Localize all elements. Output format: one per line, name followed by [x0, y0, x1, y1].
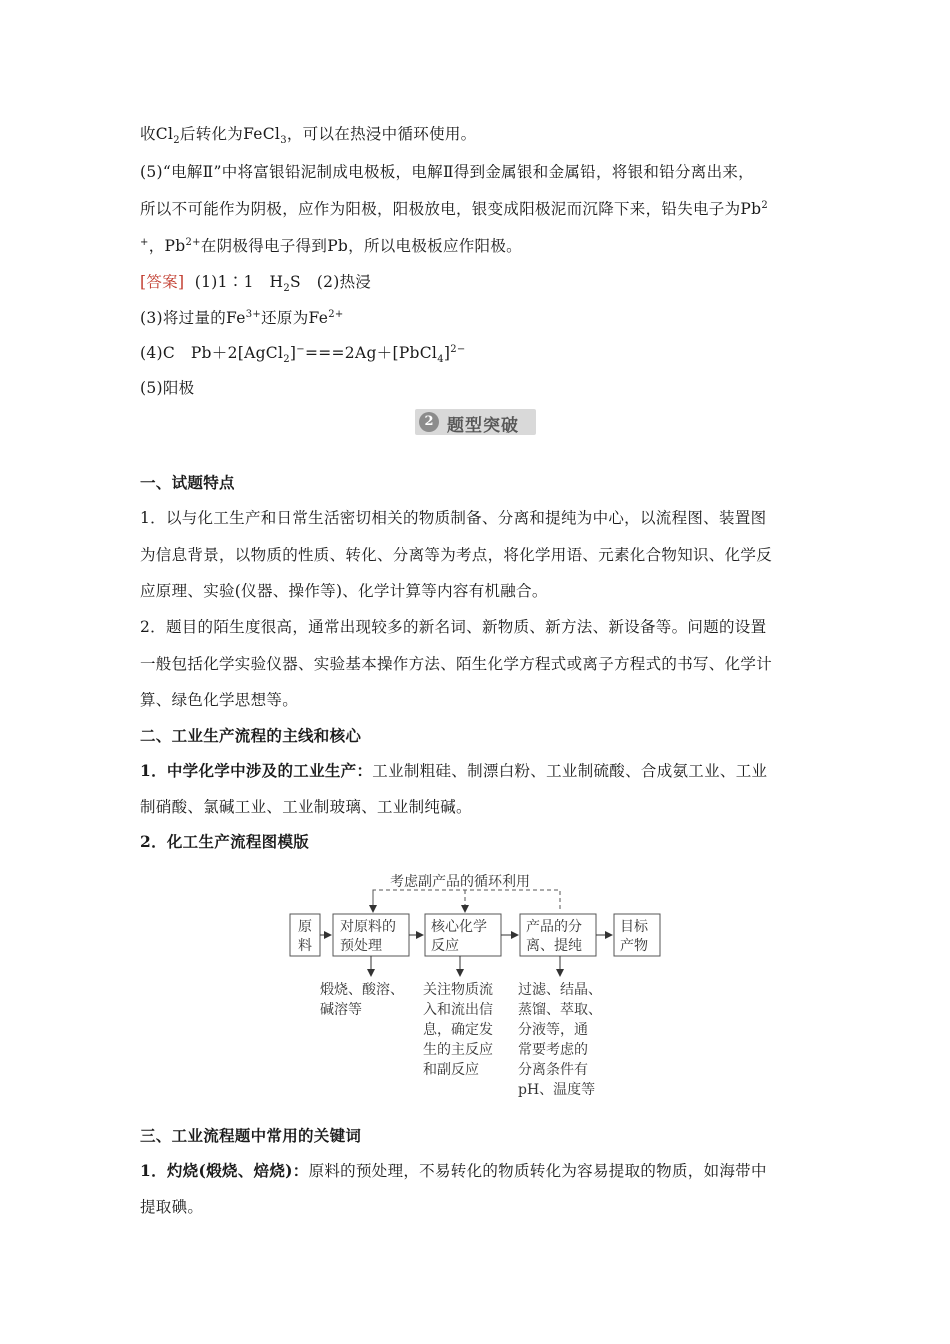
note-text: 分液等，通: [518, 1022, 588, 1038]
answer-line: [140, 343, 466, 366]
section-heading: 一、试题特点: [140, 473, 235, 492]
note-text: 蒸馏、萃取、: [518, 1002, 602, 1018]
box-text: 产物: [620, 938, 648, 954]
superscript: −: [296, 343, 305, 355]
note-text: pH、温度等: [518, 1082, 596, 1098]
text: 在阴极得电子得到Pb，所以电极板应作阳极。: [200, 237, 522, 255]
note-text: 息，确定发: [423, 1022, 493, 1038]
paragraph-line: [140, 124, 477, 147]
answer-line: [140, 308, 344, 328]
bold-text: 1．中学化学中涉及的工业生产：: [140, 761, 373, 780]
answer-line: (5)阳极: [140, 379, 195, 397]
note-text: 常要考虑的: [518, 1042, 588, 1058]
text: 收Cl: [140, 125, 174, 143]
text: ]: [289, 344, 297, 362]
box-text: 产品的分: [526, 919, 582, 935]
section-banner: [415, 409, 536, 435]
paragraph-line: [140, 1161, 767, 1181]
answer-line: [140, 272, 372, 295]
text: 还原为Fe: [261, 309, 329, 327]
recycle-dashed-line: [373, 890, 560, 912]
recycle-label: 考虑副产品的循环利用: [390, 874, 530, 890]
answer-tag: [答案]: [140, 273, 185, 291]
paragraph-line: 一般包括化学实验仪器、实验基本操作方法、陌生化学方程式或离子方程式的书写、化学计: [140, 655, 773, 673]
paragraph-line: [140, 761, 767, 781]
subscript: 2: [173, 135, 180, 147]
text: 所以不可能作为阴极，应作为阳极，阳极放电，银变成阳极泥而沉降下来，铅失电子为Pb: [140, 200, 762, 218]
subscript: 4: [437, 354, 444, 366]
box-text: 核心化学: [431, 919, 487, 935]
note-text: 碱溶等: [320, 1002, 362, 1018]
flow-diagram: [280, 866, 680, 1106]
paragraph-line: (5)“电解Ⅱ”中将富银铅泥制成电极板，电解Ⅱ得到金属银和金属铅，将银和铅分离出来，: [140, 163, 754, 181]
paragraph-line: 2．题目的陌生度很高，通常出现较多的新名词、新物质、新方法、新设备等。问题的设置: [140, 618, 767, 636]
text: 原料的预处理，不易转化的物质转化为容易提取的物质，如海带中: [308, 1162, 767, 1180]
note-text: 煅烧、酸溶、: [320, 982, 404, 998]
note-text: 过滤、结晶、: [518, 982, 602, 998]
text: (1)1∶1 H: [194, 273, 284, 291]
text: ===2Ag＋[PbCl: [304, 344, 438, 362]
subscript: 2: [283, 283, 291, 295]
text: ，可以在热浸中循环使用。: [286, 125, 477, 143]
box-text: 对原料的: [340, 919, 396, 935]
box-text: 料: [298, 938, 312, 954]
paragraph-line: 应原理、实验(仪器、操作等)、化学计算等内容有机融合。: [140, 582, 548, 600]
box-text: 目标: [620, 919, 648, 935]
box-text: 离、提纯: [526, 938, 582, 954]
text: ，Pb: [148, 237, 186, 255]
note-text: 分离条件有: [518, 1062, 588, 1078]
note-text: 生的主反应: [423, 1042, 493, 1058]
text: 工业制粗硅、制漂白粉、工业制硫酸、合成氨工业、工业: [372, 762, 768, 780]
note-text: 入和流出信: [423, 1002, 493, 1018]
text: ]: [443, 344, 451, 362]
subscript: 3: [280, 135, 287, 147]
superscript: 2+: [185, 236, 201, 248]
section-heading: 二、工业生产流程的主线和核心: [140, 726, 362, 745]
superscript: +: [140, 236, 149, 248]
paragraph-line: [140, 236, 522, 256]
paragraph-line: 2．化工生产流程图模版: [140, 832, 310, 851]
note-text: 关注物质流: [423, 982, 493, 998]
box-text: 预处理: [340, 938, 382, 954]
paragraph-line: 1．以与化工生产和日常生活密切相关的物质制备、分离和提纯为中心，以流程图、装置图: [140, 509, 767, 527]
text: (4)C Pb＋2[AgCl: [140, 344, 284, 362]
section-heading: 三、工业流程题中常用的关键词: [140, 1126, 362, 1145]
box-text: 原: [298, 919, 312, 935]
paragraph-line: 提取碘。: [140, 1198, 204, 1216]
number-circle-icon: 2: [419, 412, 439, 432]
paragraph-line: [140, 199, 768, 219]
text: S (2)热浸: [290, 273, 372, 291]
paragraph-line: 算、绿色化学思想等。: [140, 691, 299, 709]
superscript: 2−: [450, 343, 466, 355]
paragraph-line: 制硝酸、氯碱工业、工业制玻璃、工业制纯碱。: [140, 798, 472, 816]
superscript: 2: [761, 199, 769, 211]
box-text: 反应: [431, 938, 459, 954]
superscript: 2+: [328, 308, 344, 320]
note-text: 和副反应: [423, 1062, 479, 1078]
text: (3)将过量的Fe: [140, 309, 246, 327]
banner-title: 题型突破: [447, 416, 519, 436]
bold-text: 1．灼烧(煅烧、焙烧)：: [140, 1161, 309, 1180]
superscript: 3+: [245, 308, 262, 320]
text: 后转化为FeCl: [179, 125, 281, 143]
paragraph-line: 为信息背景，以物质的性质、转化、分离等为考点，将化学用语、元素化合物知识、化学反: [140, 546, 773, 564]
subscript: 2: [283, 354, 290, 366]
